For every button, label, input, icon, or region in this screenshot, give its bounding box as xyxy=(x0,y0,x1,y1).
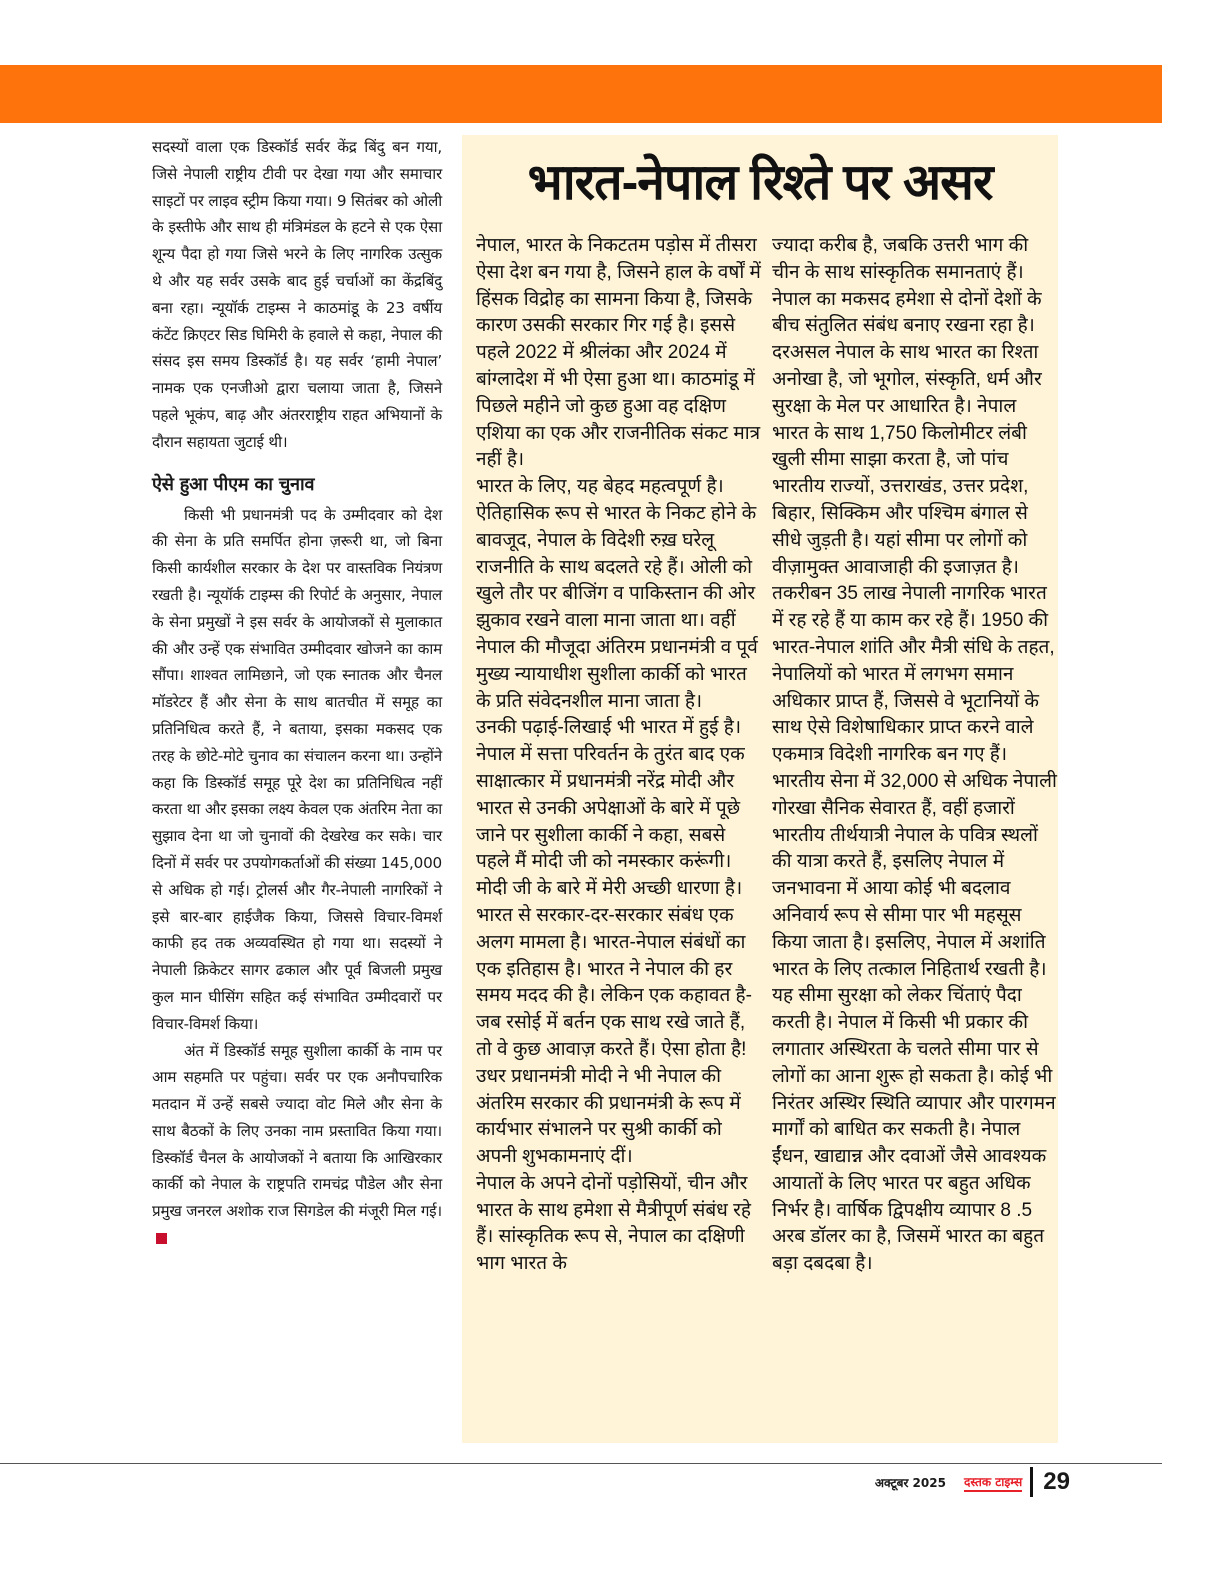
middle-paragraph: भारत के लिए, यह बेहद महत्वपूर्ण है। ऐतिहासिक रूप से भारत के निकट होने के बावजूद, नेपाल के विदेशी रुख़ घरेलू राजनीति के साथ बदलते रहे हैं। ओली को खुले तौर पर बीजिंग व पाकिस्तान की ओर झुकाव रखने वाला माना जाता था। वहीं नेपाल की मौजूदा अंतिरम प्रधानमंत्री व पूर्व मुख्य न्यायाधीश सुशीला कार्की को भारत के प्रति संवेदनशील माना जाता है। xyxy=(476,476,758,712)
publication-logo: दस्तक टाइम्स xyxy=(964,1473,1022,1492)
end-mark-icon xyxy=(156,1233,167,1244)
middle-paragraph: उनकी पढ़ाई-लिखाई भी भारत में हुई है। नेपाल में सत्ता परिवर्तन के तुरंत बाद एक साक्षात्कार में प्रधानमंत्री नरेंद्र मोदी और भारत से उनकी अपेक्षाओं के बारे में पूछे जाने पर सुशीला कार्की ने कहा, सबसे पहले मैं मोदी जी को नमस्कार करूंगी। मोदी जी के बारे में मेरी अच्छी धारणा है। भारत से सरकार-दर-सरकार संबंध एक अलग मामला है। भारत-नेपाल संबंधों का एक इतिहास है। भारत ने नेपाल की हर समय मदद की है। लेकिन एक कहावत है- जब रसोई में बर्तन एक साथ रखे जाते हैं, तो वे कुछ आवाज़ करते हैं। ऐसा होता है! उधर प्रधानमंत्री मोदी ने भी नेपाल की अंतरिम सरकार की प्रधानमंत्री के रूप में कार्यभार संभालने पर सुश्री कार्की को अपनी शुभकामनाएं दीं। xyxy=(476,717,752,1168)
left-column-article xyxy=(152,134,442,1252)
boxed-article-middle-column xyxy=(476,233,761,1278)
footer-separator xyxy=(1030,1467,1033,1497)
middle-paragraph: नेपाल, भारत के निकटतम पड़ोस में तीसरा ऐसा देश बन गया है, जिसने हाल के वर्षों में हिंसक विद्रोह का सामना किया है, जिसके कारण उसकी सरकार गिर गई है। इससे पहले 2022 में श्रीलंका और 2024 में बांग्लादेश में भी ऐसा हुआ था। काठमांडू में पिछले महीने जो कुछ हुआ वह दक्षिण एशिया का एक और राजनीतिक संकट मात्र नहीं है। xyxy=(476,235,761,471)
body-paragraph: किसी भी प्रधानमंत्री पद के उम्मीदवार को देश की सेना के प्रति समर्पित होना ज़रूरी था, जो बिना किसी कार्यशील सरकार के देश पर वास्तविक नियंत्रण रखती है। न्यूयॉर्क टाइम्स की रिपोर्ट के अनुसार, नेपाल के सेना प्रमुखों ने इस सर्वर के आयोजकों से मुलाकात की और उन्हें एक संभावित उम्मीदवार खोजने का काम सौंपा। शाश्वत लामिछाने, जो एक स्नातक और चैनल मॉडरेटर हैं और सेना के साथ बातचीत में समूह का प्रतिनिधित्व करते हैं, ने बताया, इसका मकसद एक तरह के छोटे-मोटे चुनाव का संचालन करना था। उन्होंने कहा कि डिस्कॉर्ड समूह पूरे देश का प्रतिनिधित्व नहीं करता था और इसका लक्ष्य केवल एक अंतरिम नेता का सुझाव देना था जो चुनावों की देखरेख कर सके। चार दिनों में सर्वर पर उपयोगकर्ताओं की संख्या 145,000 से अधिक हो गई। ट्रोलर्स और गैर-नेपाली नागरिकों ने इसे बार-बार हाईजैक किया, जिससे विचार-विमर्श काफी हद तक अव्यवस्थित हो गया था। सदस्यों ने नेपाली क्रिकेटर सागर ढकाल और पूर्व बिजली प्रमुख कुल मान घीसिंग सहित कई संभावित उम्मीदवारों पर विचार-विमर्श किया। xyxy=(152,505,442,1033)
page-number: 29 xyxy=(1043,1468,1070,1495)
page-footer xyxy=(820,1464,1070,1500)
header-color-bar xyxy=(0,65,1162,123)
issue-date: अक्टूबर 2025 xyxy=(874,1475,946,1490)
middle-paragraph: नेपाल के अपने दोनों पड़ोसियों, चीन और भारत के साथ हमेशा से मैत्रीपूर्ण संबंध रहे हैं। सांस्कृतिक रूप से, नेपाल का दक्षिणी भाग भारत के xyxy=(476,1172,752,1275)
boxed-article-right-column xyxy=(772,233,1057,1278)
closing-paragraph xyxy=(152,1038,442,1252)
right-paragraph: ज्यादा करीब है, जबकि उत्तरी भाग की चीन के साथ सांस्कृतिक समानताएं हैं। नेपाल का मकसद हमेशा से दोनों देशों के बीच संतुलित संबंध बनाए रखना रहा है। दरअसल नेपाल के साथ भारत का रिश्ता अनोखा है, जो भूगोल, संस्कृति, धर्म और सुरक्षा के मेल पर आधारित है। नेपाल भारत के साथ 1,750 किलोमीटर लंबी खुली सीमा साझा करता है, जो पांच भारतीय राज्यों, उत्तराखंड, उत्तर प्रदेश, बिहार, सिक्किम और पश्चिम बंगाल से सीधे जुड़ती है। यहां सीमा पर लोगों को वीज़ामुक्त आवाजाही की इजाज़त है। तकरीबन 35 लाख नेपाली नागरिक भारत में रह रहे हैं या काम कर रहे हैं। 1950 की भारत-नेपाल शांति और मैत्री संधि के तहत, नेपालियों को भारत में लगभग समान अधिकार प्राप्त हैं, जिससे वे भूटानियों के साथ ऐसे विशेषाधिकार प्राप्त करने वाले एकमात्र विदेशी नागरिक बन गए हैं। भारतीय सेना में 32,000 से अधिक नेपाली गोरखा सैनिक सेवारत हैं, वहीं हजारों भारतीय तीर्थयात्री नेपाल के पवित्र स्थलों की यात्रा करते हैं, इसलिए नेपाल में जनभावना में आया कोई भी बदलाव अनिवार्य रूप से सीमा पार भी महसूस किया जाता है। इसलिए, नेपाल में अशांति भारत के लिए तत्काल निहितार्थ रखती है। यह सीमा सुरक्षा को लेकर चिंताएं पैदा करती है। नेपाल में किसी भी प्रकार की लगातार अस्थिरता के चलते सीमा पार से लोगों का आना शुरू हो सकता है। कोई भी निरंतर अस्थिर स्थिति व्यापार और पारगमन मार्गों को बाधित कर सकती है। नेपाल ईंधन, खाद्यान्न और दवाओं जैसे आवश्यक आयातों के लिए भारत पर बहुत अधिक निर्भर है। वार्षिक द्विपक्षीय व्यापार 8 .5 अरब डॉलर का है, जिसमें भारत का बहुत बड़ा दबदबा है। xyxy=(772,235,1057,1275)
closing-paragraph-text: अंत में डिस्कॉर्ड समूह सुशीला कार्की के नाम पर आम सहमति पर पहुंचा। सर्वर पर एक अनौपचारिक मतदान में उन्हें सबसे ज्यादा वोट मिले और सेना के साथ बैठकों के लिए उनका नाम प्रस्तावित किया गया। डिस्कॉर्ड चैनल के आयोजकों ने बताया कि आखिरकार कार्की को नेपाल के राष्ट्रपति रामचंद्र पौडेल और सेना प्रमुख जनरल अशोक राज सिगडेल की मंजूरी मिल गई। xyxy=(152,1041,442,1221)
boxed-article-headline: भारत-नेपाल रिश्ते पर असर xyxy=(527,154,993,210)
intro-paragraph: सदस्यों वाला एक डिस्कॉर्ड सर्वर केंद्र बिंदु बन गया, जिसे नेपाली राष्ट्रीय टीवी पर देखा गया और समाचार साइटों पर लाइव स्ट्रीम किया गया। 9 सितंबर को ओली के इस्तीफे और साथ ही मंत्रिमंडल के हटने से एक ऐसा शून्य पैदा हो गया जिसे भरने के लिए नागरिक उत्सुक थे और यह सर्वर उसके बाद हुई चर्चाओं का केंद्रबिंदु बना रहा। न्यूयॉर्क टाइम्स ने काठमांडू के 23 वर्षीय कंटेंट क्रिएटर सिड घिमिरी के हवाले से कहा, नेपाल की संसद इस समय डिस्कॉर्ड है। यह सर्वर ‘हामी नेपाल’ नामक एक एनजीओ द्वारा चलाया जाता है, जिसने पहले भूकंप, बाढ़ और अंतरराष्ट्रीय राहत अभियानों के दौरान सहायता जुटाई थी। xyxy=(152,138,442,451)
section-subheading: ऐसे हुआ पीएम का चुनाव xyxy=(152,473,315,495)
boxed-article xyxy=(462,135,1058,1443)
